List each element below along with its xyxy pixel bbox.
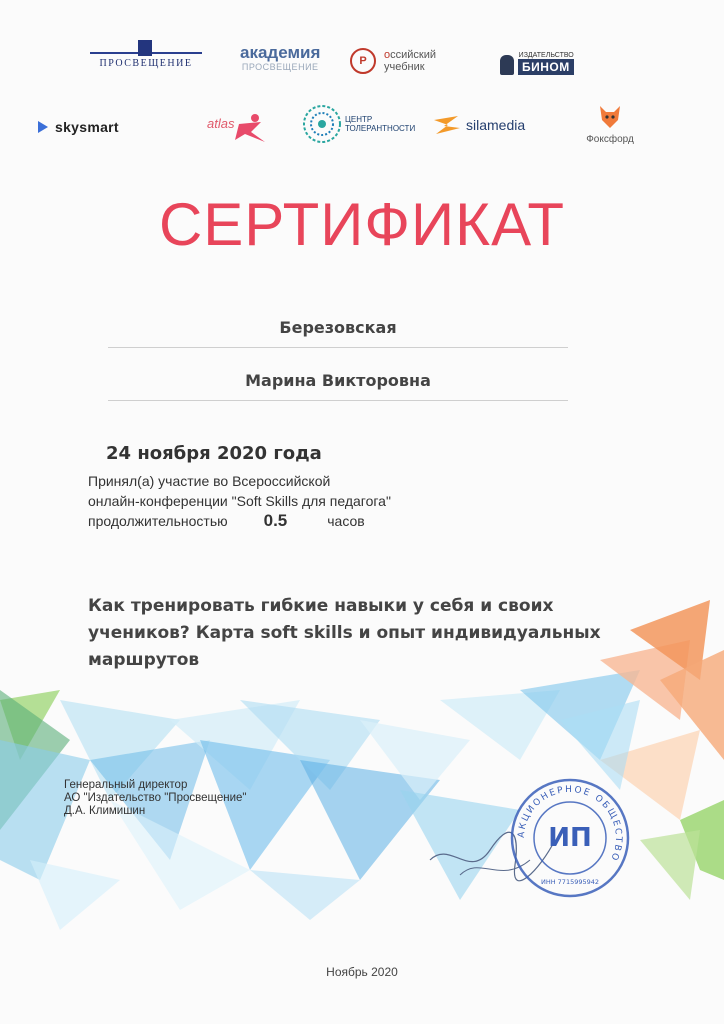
logo-rossiyskiy-uchebnik: Р оссийский учебник bbox=[350, 48, 436, 74]
session-topic: Как тренировать гибкие навыки у себя и своих учеников? Карта soft skills и опыт индивидуальных маршрутов bbox=[88, 596, 601, 670]
logo-silamedia: silamedia bbox=[432, 114, 525, 136]
prosveshchenie-mark-icon bbox=[138, 40, 152, 56]
silamedia-s-icon bbox=[432, 114, 462, 136]
binom-bird-icon bbox=[500, 55, 514, 75]
rosuchebnik-emblem-icon: Р bbox=[350, 48, 376, 74]
centr-globe-icon bbox=[302, 104, 342, 144]
signatory-block: Генеральный директор АО "Издательство "Просвещение" Д.А. Климишин bbox=[64, 779, 247, 817]
logo-skysmart: skysmart bbox=[38, 119, 119, 135]
recipient-given-names: Марина Викторовна bbox=[108, 371, 568, 401]
logo-akademiya: академия ПРОСВЕЩЕНИЕ bbox=[240, 43, 321, 72]
event-date: 24 ноября 2020 года bbox=[106, 443, 322, 464]
stamp-center-mark: ИП bbox=[548, 823, 592, 853]
recipient-surname: Березовская bbox=[108, 318, 568, 348]
logo-binom: ИЗДАТЕЛЬСТВО БИНОМ bbox=[500, 52, 574, 75]
stamp-ring-text: АКЦИОНЕРНОЕ ОБЩЕСТВО bbox=[516, 784, 624, 864]
logo-atlas: atlas bbox=[195, 110, 270, 144]
company-stamp bbox=[508, 776, 632, 900]
participation-text: Принял(а) участие во Всероссийской онлайн-конференции "Soft Skills для педагога" продолжительностью 0.5 часов bbox=[88, 473, 391, 530]
logo-foxford: Фоксфорд bbox=[580, 102, 640, 145]
duration-value: 0.5 bbox=[263, 511, 288, 530]
foxford-fox-icon bbox=[598, 102, 622, 130]
logo-centr-tolerantnosti: ЦЕНТР ТОЛЕРАНТНОСТИ bbox=[302, 104, 415, 144]
certificate-title: СЕРТИФИКАТ bbox=[158, 191, 566, 258]
issue-date: Ноябрь 2020 bbox=[326, 965, 398, 979]
stamp-inn: ИНН 7715995942 bbox=[540, 878, 600, 886]
logo-prosveshchenie: ПРОСВЕЩЕНИЕ bbox=[90, 40, 202, 69]
skysmart-play-icon bbox=[38, 121, 48, 133]
